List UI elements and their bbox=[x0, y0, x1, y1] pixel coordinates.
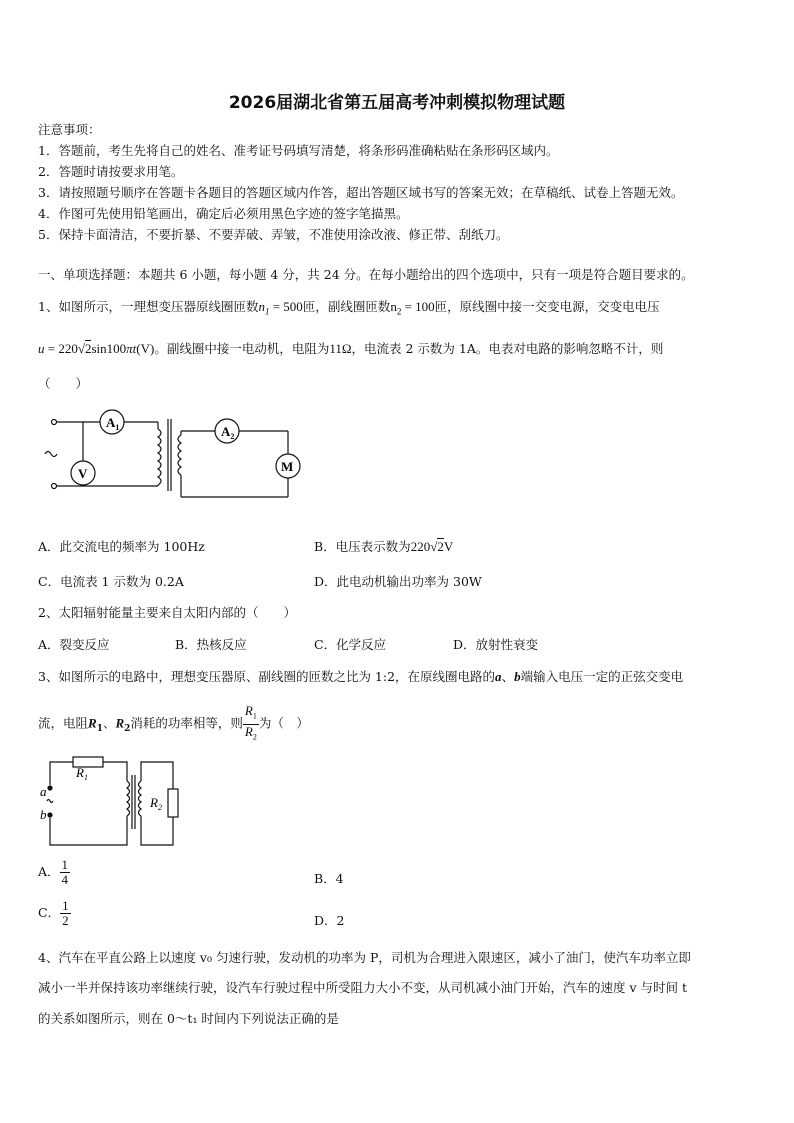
notice-heading: 注意事项： bbox=[38, 122, 101, 137]
q1-text: 1、如图所示，一理想变压器原线圈匝数 bbox=[38, 299, 259, 314]
q1-n1-sub: 1 bbox=[264, 306, 270, 317]
notice-item-5: 5．保持卡面清洁，不要折暴、不要弄破、弄皱，不准使用涂改液、修正带、刮纸刀。 bbox=[38, 227, 509, 242]
q4-stem-line2: 减小一半并保持该功率继续行驶，设汽车行驶过程中所受阻力大小不变，从司机减小油门开始，汽车的速度 v 与时间 t bbox=[38, 980, 688, 995]
notice-item-2: 2．答题时请按要求用笔。 bbox=[38, 164, 184, 179]
q1-paren: （ ） bbox=[38, 376, 89, 391]
q1-text-e: ，电流表 2 示数为 1A。电表对电路的影响忽略不计，则 bbox=[351, 341, 664, 356]
ammeter-a1-label: $A_1$ bbox=[106, 415, 120, 432]
q3-frac-num: R bbox=[244, 703, 253, 718]
q1-option-b-root: 2 bbox=[437, 539, 444, 554]
q3-stem-line2: 流，电阻$R_1$、$R_2$消耗的功率相等，则 $\frac{R_1}{R_2}$ 为（ ） bbox=[38, 704, 309, 744]
q1-n2-value: = 100 bbox=[401, 299, 435, 314]
q3-transformer-circuit bbox=[38, 755, 188, 855]
q3-text-b: 端输入电压一定的正弦交变电 bbox=[520, 669, 684, 684]
q3-frac-num-sub: 1 bbox=[252, 711, 257, 721]
q1-text-c: 匝，原线圈中接一交变电源，交变电电压 bbox=[434, 299, 660, 314]
q3-option-c-label: C． bbox=[38, 905, 61, 920]
q3-stem-line1 bbox=[38, 667, 683, 685]
q3-terminal-b-label: b bbox=[40, 807, 47, 822]
q1-option-b: B．电压表示数为220√2V bbox=[314, 539, 454, 554]
q3-r1-label: $R_1$ bbox=[76, 765, 88, 782]
q1-formula-pit: πt bbox=[126, 341, 137, 356]
q3-frac-den: R bbox=[244, 723, 253, 739]
q3-text-a: 3、如图所示的电路中，理想变压器原、副线圈的匝数之比为 1:2，在原线圈电路的 bbox=[38, 669, 496, 684]
q2-option-d: D．放射性衰变 bbox=[453, 637, 539, 652]
q2-option-a: A．裂变反应 bbox=[38, 637, 110, 652]
q3-r1: R bbox=[88, 715, 97, 731]
q1-formula-u: u bbox=[38, 341, 45, 356]
q3-text-d: 消耗的功率相等，则 bbox=[130, 715, 243, 731]
q3-r2-sub: 2 bbox=[124, 724, 131, 735]
notice-item-1: 1．答题前，考生先将自己的姓名、准考证号码填写清楚，将条形码准确粘贴在条形码区域内。 bbox=[38, 143, 559, 158]
q1-stem-line1 bbox=[38, 297, 660, 317]
q3-r2-label: $R_2$ bbox=[150, 795, 162, 812]
ammeter-a2-label: $A_2$ bbox=[221, 424, 235, 441]
q3-frac-den-sub: 2 bbox=[252, 732, 257, 742]
q3-option-a-label: A． bbox=[38, 864, 60, 879]
q1-option-a: A．此交流电的频率为 100Hz bbox=[38, 539, 205, 554]
q3-r1-sub: 1 bbox=[96, 724, 103, 735]
q3-sep: 、 bbox=[501, 669, 515, 684]
q3-text-c: 流，电阻 bbox=[38, 715, 89, 731]
q3-r2: R bbox=[115, 715, 125, 731]
notice-item-4: 4．作图可先使用铅笔画出，确定后必须用黑色字迹的签字笔描黑。 bbox=[38, 206, 409, 221]
q1-transformer-circuit bbox=[40, 405, 300, 505]
q3-option-c-den: 2 bbox=[62, 913, 69, 928]
notice-item-3: 3．请按照题号顺序在答题卡各题目的答题区域内作答，超出答题区域书写的答案无效；在草稿纸、试卷上答题无效。 bbox=[38, 185, 684, 200]
motor-label: M bbox=[281, 459, 294, 474]
q3-option-c-fraction bbox=[60, 899, 71, 928]
q3-text-e: 为（ ） bbox=[258, 715, 309, 731]
q1-formula-root: 2 bbox=[84, 341, 92, 356]
q3-option-a-num: 1 bbox=[61, 857, 69, 872]
q1-option-b-unit: V bbox=[443, 539, 454, 554]
q3-terminal-a: a bbox=[495, 669, 502, 684]
q3-option-b: B．4 bbox=[314, 871, 344, 886]
q1-stem-line2: u = 220√2sin100πt(V)。副线圈中接一电动机，电阻为11Ω，电流表 2 示数为 1A。电表对电路的影响忽略不计，则 bbox=[38, 341, 664, 356]
q3-terminal-a-label: a bbox=[40, 784, 47, 799]
q1-n1: n bbox=[258, 299, 265, 314]
q1-n2: n bbox=[390, 299, 397, 314]
q1-text-b: 匝，副线圈匝数 bbox=[302, 299, 391, 314]
q1-resistance: 11Ω bbox=[329, 341, 352, 356]
q3-option-d: D．2 bbox=[314, 913, 345, 928]
q1-formula-sin: sin100 bbox=[91, 341, 127, 356]
q3-ratio-fraction bbox=[243, 704, 259, 744]
q2-option-c: C．化学反应 bbox=[314, 637, 387, 652]
q1-option-b-text: B．电压表示数为 bbox=[314, 539, 411, 554]
q4-stem-line3: 的关系如图所示，则在 0～t₁ 时间内下列说法正确的是 bbox=[38, 1011, 339, 1026]
q3-option-a-den: 4 bbox=[61, 872, 69, 887]
q1-n1-value: = 500 bbox=[269, 299, 303, 314]
q3-terminal-b: b bbox=[514, 669, 521, 684]
page-title: 2026届湖北省第五届高考冲刺模拟物理试题 bbox=[228, 93, 566, 113]
section-heading: 一、单项选择题：本题共 6 小题，每小题 4 分，共 24 分。在每小题给出的四个选项中，只有一项是符合题目要求的。 bbox=[38, 267, 694, 282]
q3-option-c-num: 1 bbox=[62, 898, 69, 913]
q1-option-b-num: 220 bbox=[410, 539, 431, 554]
q2-stem: 2、太阳辐射能量主要来自太阳内部的（ ） bbox=[38, 605, 296, 620]
q1-formula-unit: (V) bbox=[136, 341, 155, 356]
q3-option-a-fraction bbox=[60, 858, 71, 887]
q1-formula-amp: = 220 bbox=[44, 341, 78, 356]
q4-stem-line1: 4、汽车在平直公路上以速度 v₀ 匀速行驶，发动机的功率为 P，司机为合理进入限速区，减小了油门，使汽车功率立即 bbox=[38, 950, 691, 965]
q1-text-d: 。副线圈中接一电动机，电阻为 bbox=[154, 341, 330, 356]
q3-option-c bbox=[38, 899, 71, 928]
q2-option-b: B．热核反应 bbox=[175, 637, 247, 652]
q1-option-d: D．此电动机输出功率为 30W bbox=[314, 574, 482, 589]
voltmeter-label: V bbox=[78, 466, 88, 481]
q1-n2-sub: 2 bbox=[396, 306, 402, 317]
q1-option-c: C．电流表 1 示数为 0.2A bbox=[38, 574, 184, 589]
q3-option-a bbox=[38, 858, 70, 887]
